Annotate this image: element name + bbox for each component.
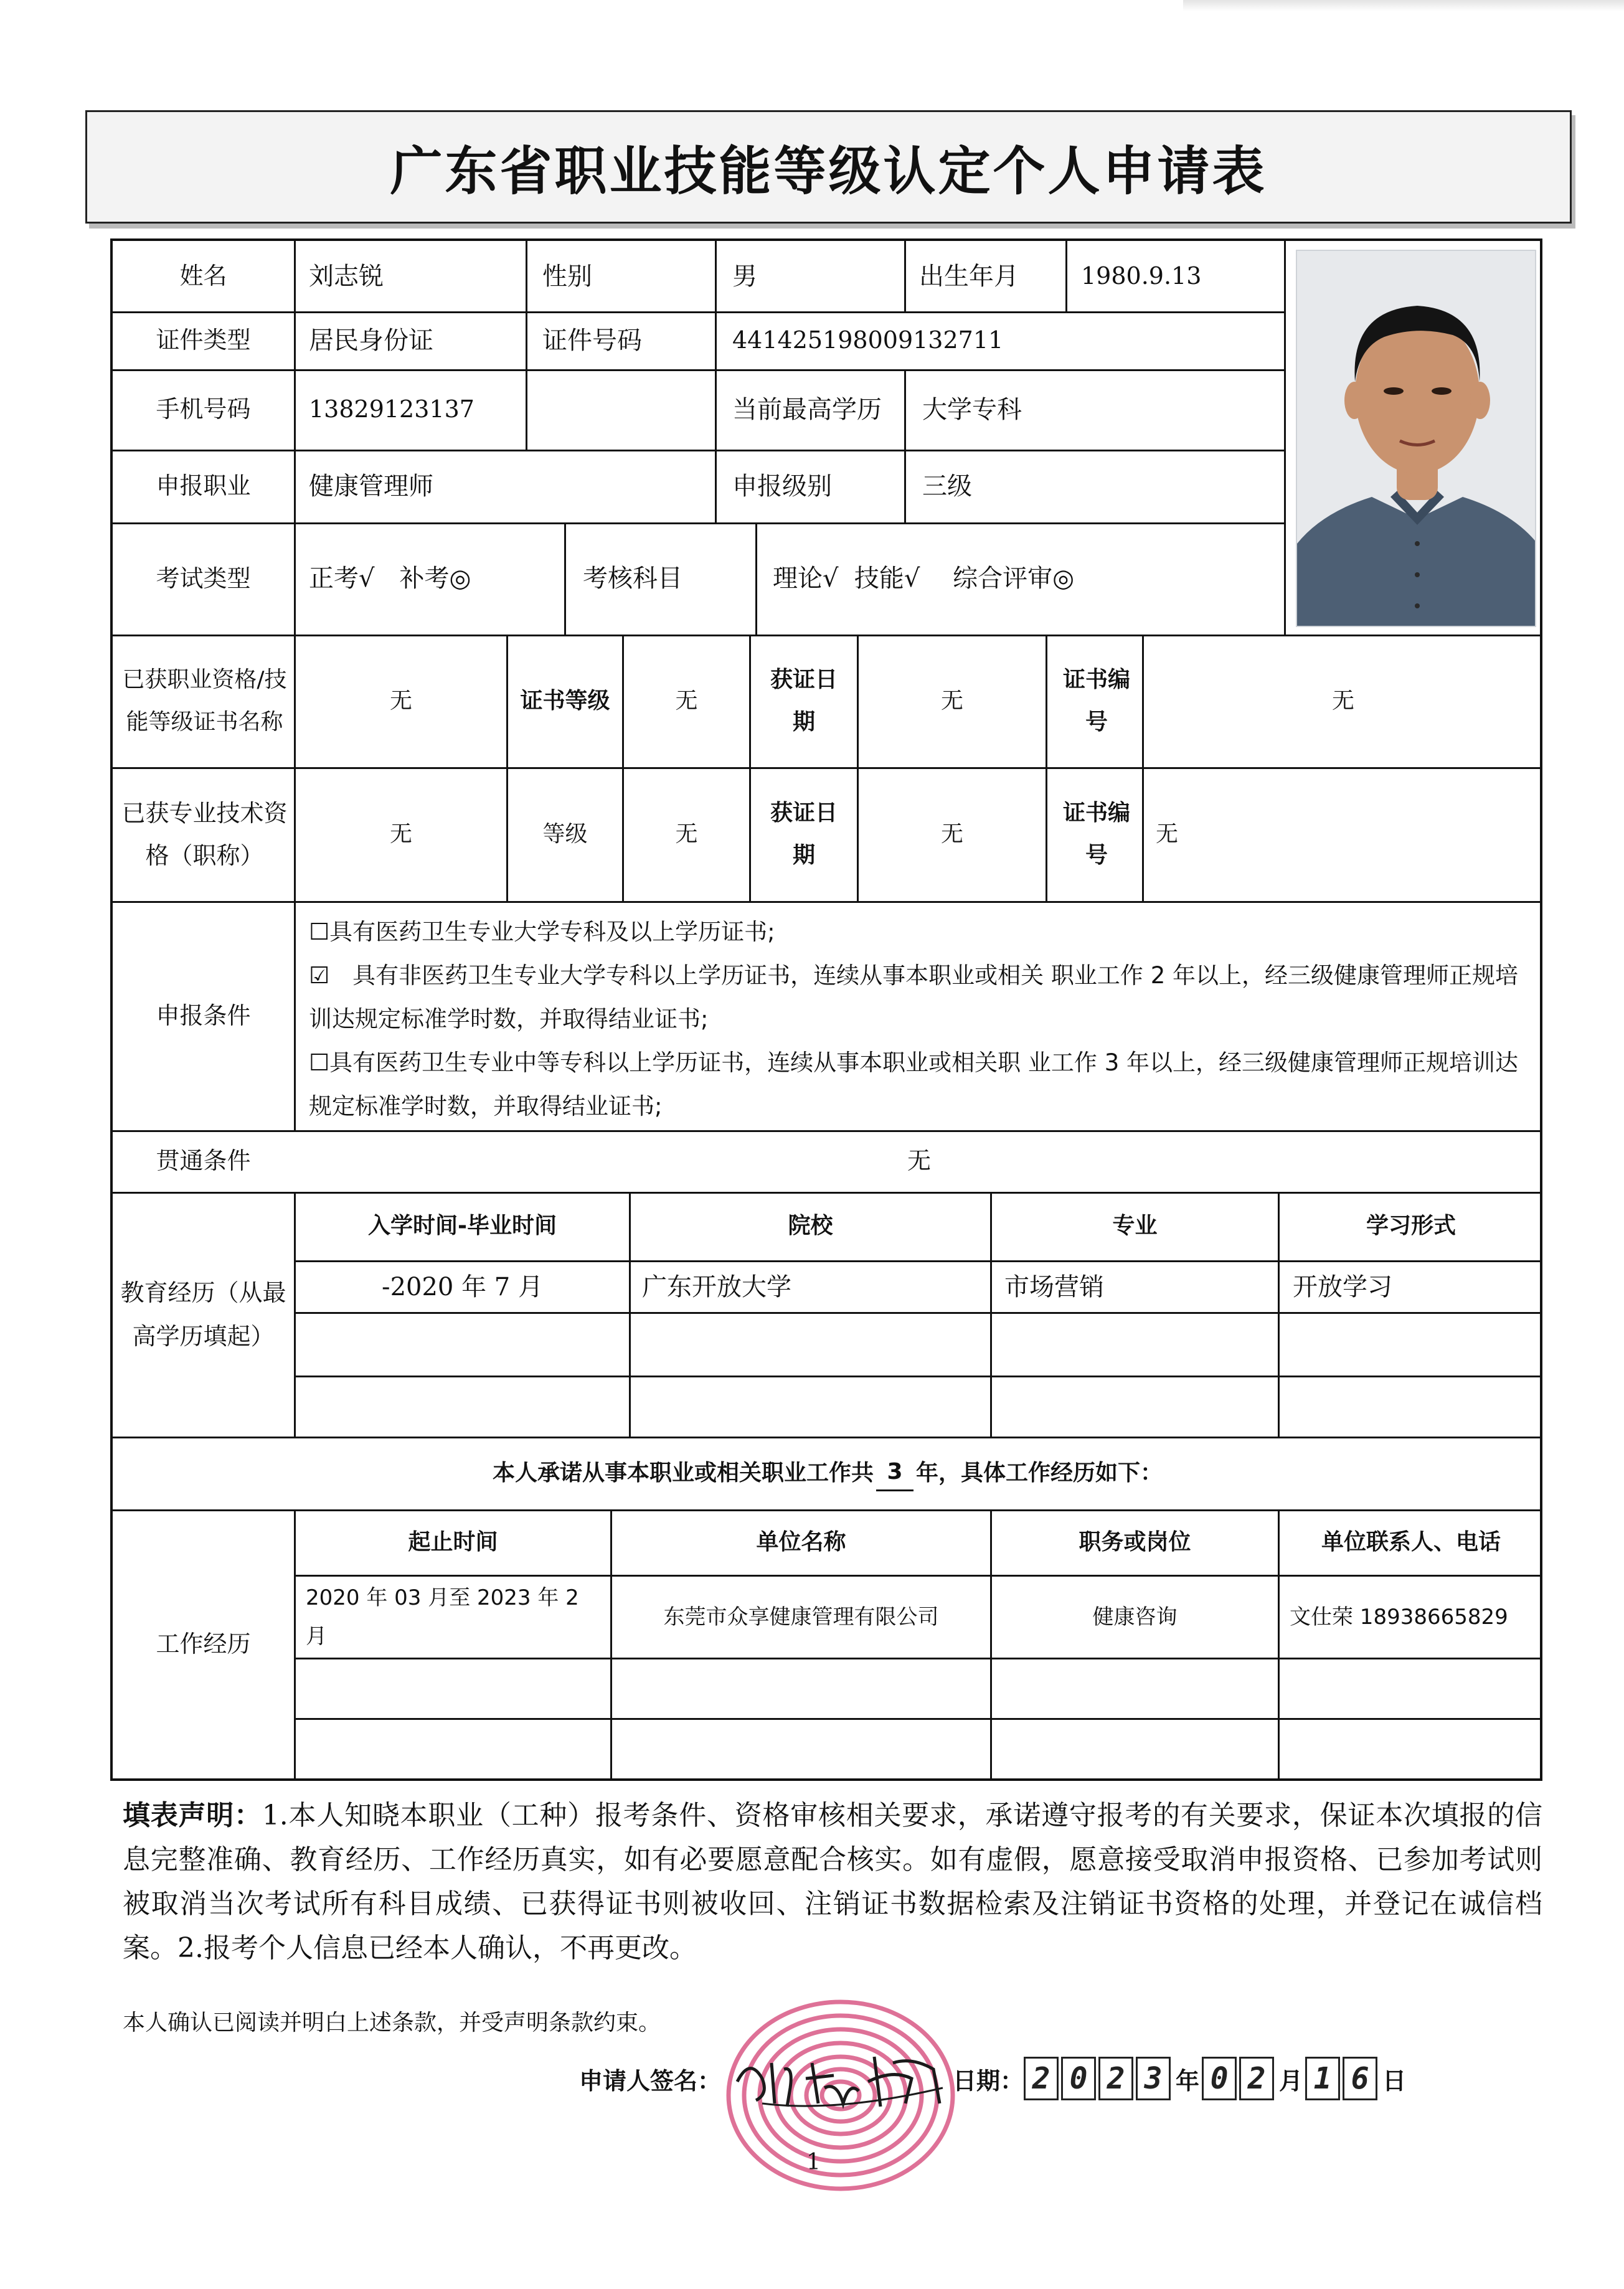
vocational-no-label: 证书编号: [1062, 666, 1130, 735]
work-header-period: 起止时间: [408, 1529, 498, 1555]
work-pledge-suffix: 年，具体工作经历如下：: [916, 1460, 1163, 1486]
rule: [715, 241, 717, 369]
phone-value: 13829123137: [309, 395, 474, 423]
year-digit: 3: [1136, 2057, 1171, 2100]
education-period: -2020 年 7 月: [382, 1273, 543, 1301]
education-header-mode: 学习形式: [1366, 1213, 1456, 1239]
work-history-label: 工作经历: [156, 1630, 251, 1658]
rule: [564, 522, 566, 635]
day-unit: 日: [1382, 2067, 1407, 2095]
rule: [904, 369, 906, 522]
occupation-value: 健康管理师: [309, 471, 433, 501]
education-history-label: 教育经历（从最高学历填起）: [120, 1278, 286, 1350]
date-label: 日期：: [953, 2067, 1024, 2095]
name-value: 刘志锐: [309, 262, 384, 291]
exam-subject-value: 理论√ 技能√ 综合评审◎: [773, 564, 1075, 593]
gender-label: 性别: [542, 262, 592, 291]
acknowledgement: 本人确认已阅读并明白上述条款，并受声明条款约束。: [123, 2010, 661, 2036]
work-pledge-prefix: 本人承诺从事本职业或相关职业工作共: [492, 1460, 874, 1486]
work-header-company: 单位名称: [756, 1529, 846, 1555]
condition-item: ☐具有医药卫生专业大学专科及以上学历证书;: [309, 918, 775, 945]
page-number: 1: [806, 2150, 821, 2175]
through-value: 无: [907, 1147, 931, 1175]
applicant-photo: [1296, 250, 1536, 627]
work-position: 健康咨询: [1092, 1604, 1178, 1630]
rule: [1284, 241, 1286, 635]
gender-value: 男: [732, 262, 757, 291]
professional-title-name: 无: [389, 821, 412, 847]
id-number-value: 441425198009132711: [732, 326, 1004, 354]
birth-label: 出生年月: [919, 262, 1019, 291]
form-title-bar: [85, 110, 1572, 224]
work-header-contact: 单位联系人、电话: [1321, 1529, 1501, 1555]
through-label: 贯通条件: [156, 1147, 251, 1175]
rule: [294, 1718, 1542, 1720]
work-company: 东莞市众享健康管理有限公司: [663, 1604, 939, 1630]
professional-grade-value: 无: [675, 821, 698, 847]
vocational-grade-value: 无: [675, 687, 698, 714]
level-value: 三级: [922, 471, 972, 501]
work-pledge-years: 3: [876, 1455, 913, 1491]
rule: [294, 1312, 1542, 1314]
signature-label: 申请人签名：: [579, 2067, 722, 2095]
professional-grade-label: 等级: [542, 821, 588, 847]
education-major: 市场营销: [1004, 1273, 1104, 1301]
application-form: [110, 238, 1542, 1781]
professional-title-label: 已获专业技术资格（职称）: [121, 799, 288, 869]
id-type-value: 居民身份证: [309, 326, 433, 355]
work-pledge: [113, 1437, 1542, 1509]
rule: [755, 522, 757, 635]
education-label: 当前最高学历: [732, 395, 882, 424]
level-label: 申报级别: [732, 471, 832, 501]
rule: [749, 635, 751, 901]
month-digit: 2: [1239, 2057, 1274, 2100]
rule: [1046, 635, 1047, 901]
rule: [1065, 241, 1067, 311]
month-unit: 月: [1279, 2067, 1303, 2095]
exam-subject-label: 考核科目: [583, 564, 682, 593]
vocational-cert-label: 已获职业资格/技能等级证书名称: [122, 666, 287, 735]
exam-type-value: 正考√ 补考◎: [309, 564, 471, 593]
rule: [715, 369, 717, 522]
rule: [113, 1779, 1542, 1781]
education-header-major: 专业: [1112, 1213, 1158, 1239]
declaration-heading: 填表声明：: [123, 1800, 262, 1831]
rule: [904, 241, 906, 311]
year-digit: 2: [1024, 2057, 1059, 2100]
conditions-label: 申报条件: [156, 1001, 251, 1029]
name-label: 姓名: [179, 262, 227, 290]
vocational-date-label: 获证日期: [770, 666, 838, 735]
vocational-grade-label: 证书等级: [520, 687, 610, 714]
day-digit: 6: [1343, 2057, 1377, 2100]
education-school: 广东开放大学: [642, 1273, 791, 1301]
rule: [294, 1376, 1542, 1377]
conditions-list: [309, 910, 1529, 1128]
work-period: 2020 年 03 月至 2023 年 2 月: [306, 1585, 579, 1649]
day-digit: 1: [1305, 2057, 1340, 2100]
education-mode: 开放学习: [1293, 1273, 1392, 1301]
year-digit: 0: [1061, 2057, 1096, 2100]
portrait-image: [1297, 251, 1536, 627]
education-header-period: 入学时间-毕业时间: [368, 1213, 557, 1239]
exam-type-label: 考试类型: [156, 564, 251, 592]
rule: [113, 901, 1542, 903]
declaration-text: 1.本人知晓本职业（工种）报考条件、资格审核相关要求，承诺遵守报考的有关要求，保证本次填报的信息完整准确、教育经历、工作经历真实，如有必要愿意配合核实。如有虚假，愿意接受取消申报资格、已参加考试则被取消当次考试所有科目成绩、已获得证书则被收回、注销证书数据检索及注销证书资格的处理，并登记在诚信档案。2.报考个人信息已经本人确认，不再更改。: [123, 1800, 1543, 1964]
work-contact: 文仕荣 18938665829: [1290, 1604, 1508, 1630]
occupation-label: 申报职业: [156, 472, 251, 500]
vocational-no-value: 无: [1331, 687, 1354, 714]
vocational-cert-name: 无: [389, 687, 412, 714]
condition-item: ☐具有医药卫生专业中等专科以上学历证书，连续从事本职业或相关职 业工作 3 年以上，经三级健康管理师正规培训达规定标准学时数，并取得结业证书;: [309, 1049, 1518, 1120]
month-digit: 0: [1202, 2057, 1237, 2100]
vocational-date-value: 无: [940, 687, 963, 714]
phone-label: 手机号码: [156, 395, 251, 423]
id-type-label: 证件类型: [156, 326, 251, 354]
year-unit: 年: [1176, 2067, 1200, 2095]
scan-edge-shadow: [1183, 0, 1624, 11]
work-header-position: 职务或岗位: [1079, 1529, 1191, 1555]
professional-date-label: 获证日期: [770, 800, 838, 868]
rule: [294, 1658, 1542, 1659]
year-digit: 2: [1098, 2057, 1133, 2100]
education-value: 大学专科: [922, 395, 1022, 424]
professional-no-label: 证书编号: [1062, 800, 1130, 868]
birth-value: 1980.9.13: [1081, 262, 1202, 290]
form-title: 广东省职业技能等级认定个人申请表: [390, 140, 1267, 202]
id-number-label: 证件号码: [542, 326, 642, 355]
declaration: [123, 1793, 1542, 1970]
education-header-school: 院校: [788, 1213, 833, 1239]
condition-item-checked: ☑ 具有非医药卫生专业大学专科以上学历证书，连续从事本职业或相关 职业工作 2 年以上，经三级健康管理师正规培训达规定标准学时数，并取得结业证书;: [309, 962, 1518, 1032]
signature-row: [579, 2054, 1406, 2103]
handwritten-signature: [725, 2044, 949, 2113]
professional-date-value: 无: [940, 821, 963, 847]
professional-no-value: 无: [1156, 821, 1179, 847]
